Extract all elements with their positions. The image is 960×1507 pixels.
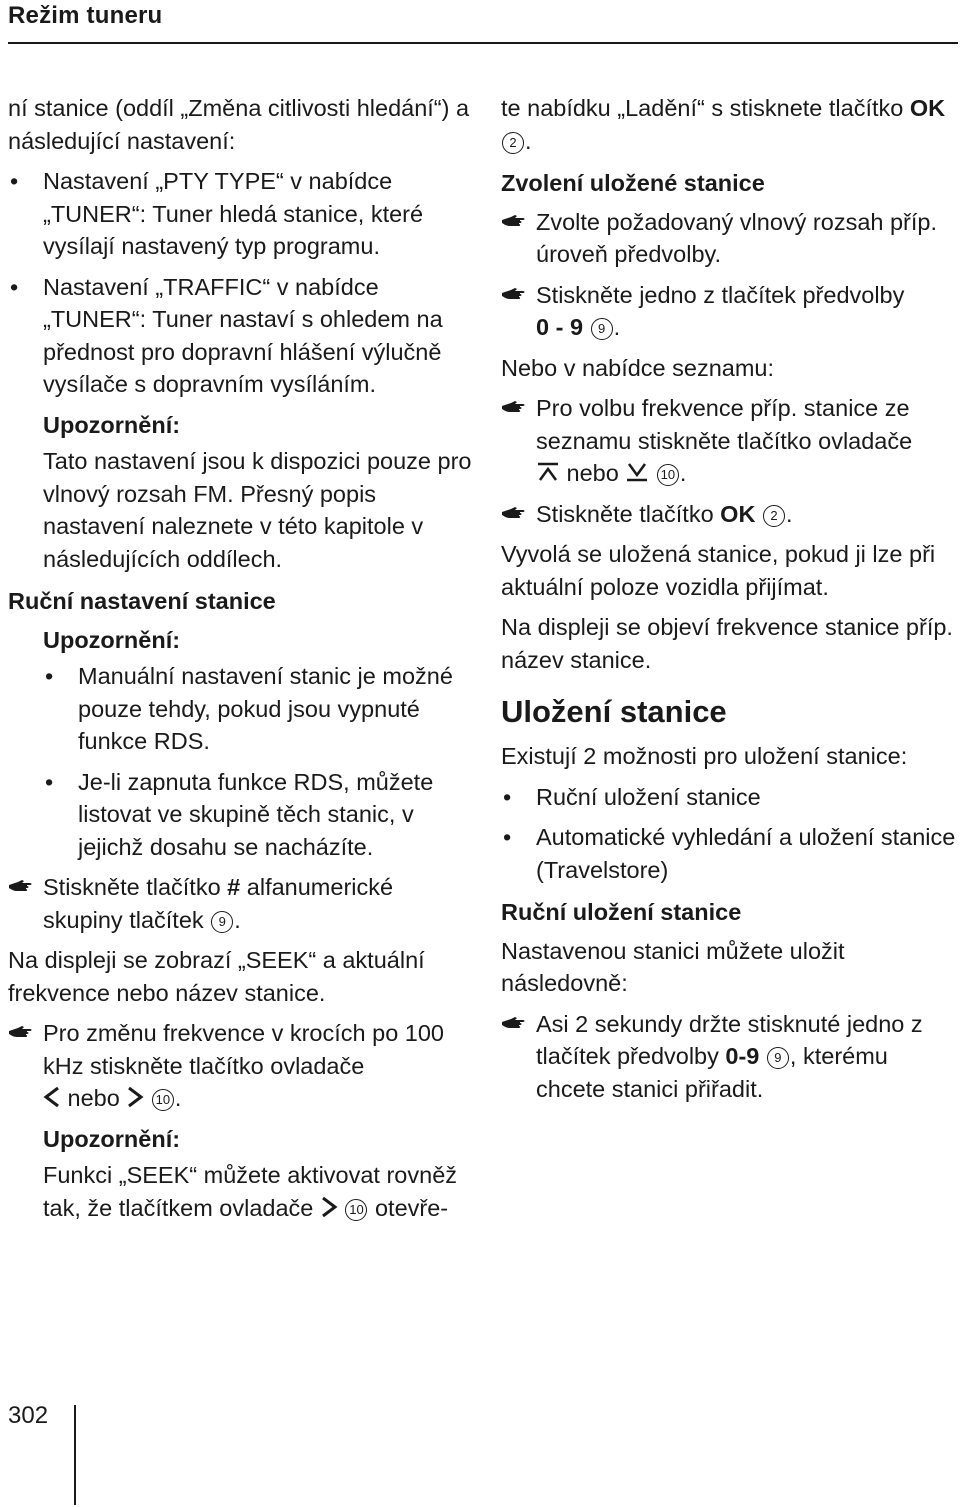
chevron-right-icon (320, 1196, 338, 1218)
save-options-list (501, 781, 957, 887)
continued-text: te nabídku „Ladění“ s stisknete tlačítko OK 2 . (501, 95, 946, 154)
step-text: te nabídku „Ladění“ s stisknete tlačítko (501, 95, 904, 121)
page-header (8, 0, 958, 44)
key-label: # (227, 874, 241, 900)
page-title: Režim tuneru (8, 2, 163, 29)
settings-list (8, 165, 478, 401)
step-text: , kterému chcete stanici přiřadit. (536, 1043, 888, 1102)
list-item: • Nastavení „PTY TYPE“ v nabídce „TUNER“: Tuner hledá stanice, které vysílají nastavený typ programu. (8, 165, 478, 263)
reference-number: 2 (502, 132, 524, 154)
note-title: Upozornění: (43, 626, 181, 653)
scroll-up-icon (536, 461, 560, 483)
reference-number: 10 (657, 464, 679, 486)
note-title: Upozornění: (43, 411, 181, 438)
pointing-hand-icon (501, 400, 529, 414)
section-heading-select-station: Zvolení uložené stanice (501, 170, 765, 196)
section-heading-save-station: Uložení stanice (501, 694, 727, 729)
instruction-step (501, 1008, 957, 1106)
instruction-step: Pro změnu frekvence v krocích po 100 kHz stiskněte tlačítko ovladače nebo 10 . (8, 1017, 478, 1115)
note-text: Tato nastavení jsou k dispozici pouze pro vlnový rozsah FM. Přesný popis nastavení naleznete v této kapitole v následujících oddílech. (43, 448, 472, 572)
pointing-hand-icon (501, 1016, 529, 1030)
pointing-hand-icon (8, 879, 36, 893)
result-text: Vyvolá se uložená stanice, pokud ji lze při aktuální poloze vozidla přijímat. (501, 541, 936, 600)
note-block (43, 409, 478, 576)
step-text: nebo (67, 1085, 120, 1111)
key-label: OK (909, 95, 946, 121)
reference-number: 9 (767, 1047, 789, 1069)
pointing-hand-icon (8, 1025, 36, 1039)
note-list (43, 660, 478, 863)
save-intro-text: Existují 2 možnosti pro uložení stanice: (501, 743, 908, 769)
footer-divider (74, 1405, 76, 1505)
scroll-down-icon (625, 461, 649, 483)
list-item: • Je-li zapnuta funkce RDS, můžete listovat ve skupině těch stanic, v jejichž dosahu se nacházíte. (43, 766, 478, 864)
step-text: nebo (566, 460, 619, 486)
note-text (43, 1159, 478, 1224)
left-column (8, 92, 478, 1232)
key-label: OK (720, 500, 756, 527)
right-column (501, 92, 957, 1113)
step-text: Pro změnu frekvence v krocích po 100 kHz stiskněte tlačítko ovladače (43, 1020, 445, 1079)
manual-save-text: Nastavenou stanici můžete uložit následovně: (501, 937, 845, 996)
key-label: 0-9 (725, 1043, 760, 1069)
note-block (43, 1123, 478, 1225)
pointing-hand-icon (501, 506, 529, 520)
chevron-right-icon (126, 1086, 144, 1108)
pointing-hand-icon (501, 214, 529, 228)
section-heading-manual-tuning: Ruční nastavení stanice (8, 588, 276, 614)
section-heading-manual-save: Ruční uložení stanice (501, 899, 742, 925)
step-text: Stiskněte tlačítko (536, 500, 714, 527)
reference-number: 2 (763, 505, 785, 527)
list-item: • Ruční uložení stanice (501, 781, 957, 814)
reference-number: 10 (152, 1089, 174, 1111)
chevron-left-icon (43, 1086, 61, 1108)
list-item: • Nastavení „TRAFFIC“ v nabídce „TUNER“: Tuner nastaví s ohledem na přednost pro dopravní hlášení výlučně vysílače s dopravním vysíláním. (8, 271, 478, 401)
step-text: Stiskněte tlačítko (43, 874, 221, 900)
reference-number: 9 (211, 911, 233, 933)
list-intro-text: Nebo v nabídce seznamu: (501, 354, 775, 381)
step-text: Pro volbu frekvence příp. stanice ze seznamu stiskněte tlačítko ovladače (536, 395, 913, 454)
key-label: 0 - 9 (536, 314, 584, 340)
step-text: Stiskněte jedno z tlačítek předvolby (536, 281, 905, 308)
instruction-step: Stiskněte tlačítko # alfanumerické skupiny tlačítek 9 . (8, 871, 478, 936)
result-text: Na displeji se objeví frekvence stanice příp. název stanice. (501, 614, 953, 673)
reference-number: 9 (591, 318, 613, 340)
note-title: Upozornění: (43, 1125, 181, 1152)
step-text: alfanumerické skupiny tlačítek (43, 874, 394, 933)
pointing-hand-icon (501, 287, 529, 301)
list-item: • Manuální nastavení stanic je možné pouze tehdy, pokud jsou vypnuté funkce RDS. (43, 660, 478, 758)
instruction-step: Stiskněte jedno z tlačítek předvolby 0 - 9 9 . (501, 279, 957, 344)
list-item: • Automatické vyhledání a uložení stanice (Travelstore) (501, 821, 957, 886)
seek-text: Na displeji se zobrazí „SEEK“ a aktuální frekvence nebo název stanice. (8, 947, 425, 1006)
intro-text: ní stanice (oddíl „Změna citlivosti hledání“) a následující nastavení: (8, 95, 470, 154)
instruction-step (501, 206, 957, 271)
note-text-part: Funkci „SEEK“ můžete aktivovat rovněž tak, že tlačítkem ovladače (43, 1162, 458, 1221)
instruction-step: Stiskněte tlačítko OK 2 . (501, 498, 957, 531)
page-number: 302 (8, 1402, 49, 1429)
step-text: Zvolte požadovaný vlnový rozsah příp. úroveň předvolby. (536, 208, 938, 267)
step-text: Asi 2 sekundy držte stisknuté jedno z tlačítek předvolby (536, 1010, 923, 1069)
note-block (43, 624, 478, 864)
note-text-part: otevře- (374, 1194, 449, 1221)
instruction-step: Pro volbu frekvence příp. stanice ze seznamu stiskněte tlačítko ovladače nebo 10 . (501, 392, 957, 490)
reference-number: 10 (345, 1199, 367, 1221)
